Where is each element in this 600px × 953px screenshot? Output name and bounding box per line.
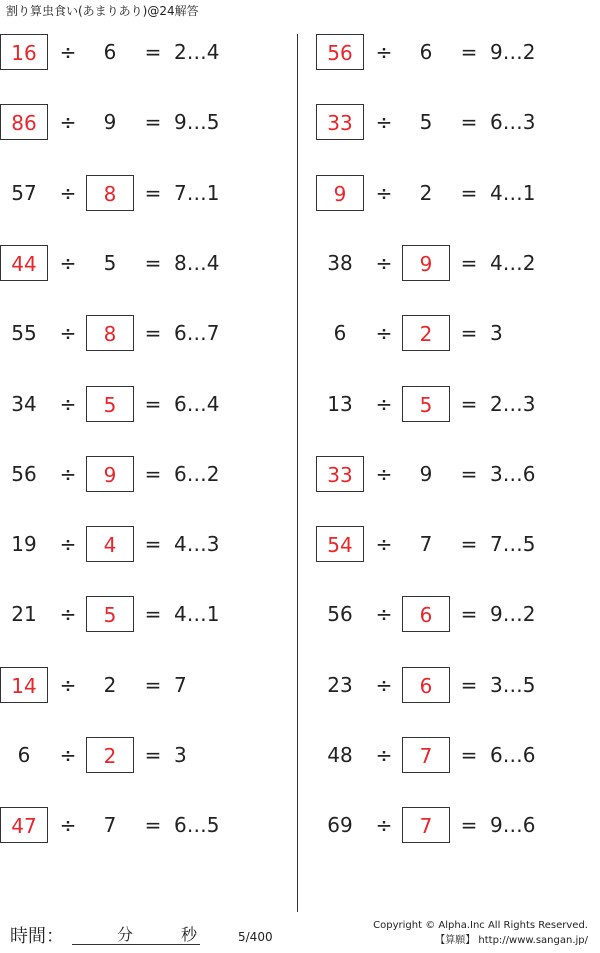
divide-sign: ÷	[59, 321, 77, 346]
divide-sign: ÷	[375, 321, 393, 346]
divide-sign: ÷	[375, 602, 393, 627]
dividend: 48	[327, 743, 353, 767]
answer-box-divisor: 2	[86, 737, 134, 773]
quotient-remainder: 8…4	[174, 250, 220, 275]
quotient-remainder: 7…5	[490, 532, 536, 557]
divide-sign: ÷	[375, 461, 393, 486]
problem-row	[0, 386, 290, 422]
answer-box-dividend: 86	[0, 104, 48, 140]
divide-sign: ÷	[59, 602, 77, 627]
equals-sign: =	[144, 250, 162, 275]
problem-row	[316, 667, 600, 703]
copyright-text: Copyright © Alpha.Inc All Rights Reserved.	[373, 920, 588, 931]
equals-sign: =	[460, 743, 478, 767]
copyright-block	[373, 918, 588, 948]
dividend: 57	[11, 180, 37, 205]
dividend: 21	[11, 602, 37, 627]
divisor: 9	[103, 110, 117, 135]
answer-box-dividend: 33	[316, 104, 364, 140]
quotient-remainder: 3…6	[490, 461, 536, 486]
divide-sign: ÷	[375, 180, 393, 205]
divide-sign: ÷	[375, 743, 393, 767]
dividend: 13	[327, 391, 353, 416]
dividend: 69	[327, 813, 353, 838]
equals-sign: =	[460, 813, 478, 838]
dividend: 19	[11, 532, 37, 557]
problem-row	[316, 386, 600, 422]
answer-box-dividend: 14	[0, 667, 48, 703]
divide-sign: ÷	[375, 391, 393, 416]
quotient-remainder: 6…5	[174, 813, 220, 838]
problem-row	[0, 737, 290, 773]
quotient-remainder: 4…2	[490, 250, 536, 275]
answer-box-divisor: 6	[402, 667, 450, 703]
equals-sign: =	[460, 250, 478, 275]
equals-sign: =	[144, 110, 162, 135]
equals-sign: =	[460, 180, 478, 205]
divide-sign: ÷	[375, 250, 393, 275]
divide-sign: ÷	[375, 40, 393, 64]
quotient-remainder: 4…3	[174, 532, 220, 557]
quotient-remainder: 2…3	[490, 391, 536, 416]
problem-row	[0, 456, 290, 492]
problem-row	[0, 104, 290, 140]
equals-sign: =	[144, 602, 162, 627]
problem-row	[316, 737, 600, 773]
equals-sign: =	[144, 391, 162, 416]
quotient-remainder: 3…5	[490, 672, 536, 697]
answer-box-dividend: 16	[0, 34, 48, 70]
quotient-remainder: 3	[490, 321, 503, 346]
equals-sign: =	[144, 532, 162, 557]
quotient-remainder: 3	[174, 743, 187, 767]
dividend: 55	[11, 321, 37, 346]
equals-sign: =	[460, 110, 478, 135]
equals-sign: =	[460, 672, 478, 697]
problem-row	[0, 807, 290, 843]
site-link[interactable]: 【算願】 http://www.sangan.jp/	[435, 935, 588, 946]
equals-sign: =	[144, 813, 162, 838]
divisor: 2	[419, 180, 433, 205]
quotient-remainder: 9…2	[490, 602, 536, 627]
column-divider	[297, 34, 298, 912]
answer-box-dividend: 9	[316, 175, 364, 211]
problem-row	[316, 526, 600, 562]
quotient-remainder: 9…5	[174, 110, 220, 135]
problem-row	[0, 175, 290, 211]
divide-sign: ÷	[59, 180, 77, 205]
dividend: 23	[327, 672, 353, 697]
divide-sign: ÷	[59, 461, 77, 486]
problem-row	[316, 596, 600, 632]
answer-box-divisor: 9	[86, 456, 134, 492]
divide-sign: ÷	[375, 110, 393, 135]
equals-sign: =	[460, 40, 478, 64]
problem-row	[0, 34, 290, 70]
right-problem-column	[316, 0, 600, 900]
answer-box-divisor: 5	[402, 386, 450, 422]
left-problem-column	[0, 0, 300, 900]
divide-sign: ÷	[59, 40, 77, 64]
divide-sign: ÷	[59, 391, 77, 416]
problem-row	[0, 596, 290, 632]
equals-sign: =	[460, 391, 478, 416]
answer-box-dividend: 44	[0, 245, 48, 281]
answer-box-divisor: 8	[86, 175, 134, 211]
divisor: 5	[419, 110, 433, 135]
divisor: 5	[103, 250, 117, 275]
divide-sign: ÷	[59, 110, 77, 135]
equals-sign: =	[460, 461, 478, 486]
quotient-remainder: 6…7	[174, 321, 220, 346]
answer-box-divisor: 4	[86, 526, 134, 562]
divisor: 9	[419, 461, 433, 486]
problem-row	[0, 315, 290, 351]
divide-sign: ÷	[59, 743, 77, 767]
divide-sign: ÷	[375, 532, 393, 557]
answer-box-dividend: 47	[0, 807, 48, 843]
equals-sign: =	[144, 461, 162, 486]
answer-box-dividend: 56	[316, 34, 364, 70]
page-number: 5/400	[238, 930, 273, 944]
problem-row	[0, 245, 290, 281]
quotient-remainder: 4…1	[174, 602, 220, 627]
divisor: 6	[103, 40, 117, 64]
quotient-remainder: 2…4	[174, 40, 220, 64]
answer-box-dividend: 33	[316, 456, 364, 492]
worksheet-title: 割り算虫食い(あまりあり)@24解答	[6, 4, 199, 18]
divide-sign: ÷	[59, 250, 77, 275]
answer-box-divisor: 7	[402, 807, 450, 843]
equals-sign: =	[460, 532, 478, 557]
dividend: 6	[17, 743, 31, 767]
problem-row	[0, 667, 290, 703]
answer-box-dividend: 54	[316, 526, 364, 562]
problem-row	[316, 245, 600, 281]
quotient-remainder: 7	[174, 672, 187, 697]
divisor: 7	[419, 532, 433, 557]
quotient-remainder: 6…6	[490, 743, 536, 767]
problem-row	[316, 104, 600, 140]
dividend: 6	[333, 321, 347, 346]
divisor: 2	[103, 672, 117, 697]
answer-box-divisor: 5	[86, 596, 134, 632]
divide-sign: ÷	[375, 813, 393, 838]
equals-sign: =	[460, 321, 478, 346]
dividend: 34	[11, 391, 37, 416]
problem-row	[0, 526, 290, 562]
equals-sign: =	[144, 40, 162, 64]
quotient-remainder: 4…1	[490, 180, 536, 205]
dividend: 56	[327, 602, 353, 627]
divide-sign: ÷	[59, 672, 77, 697]
equals-sign: =	[144, 180, 162, 205]
quotient-remainder: 9…6	[490, 813, 536, 838]
answer-box-divisor: 7	[402, 737, 450, 773]
problem-row	[316, 315, 600, 351]
quotient-remainder: 9…2	[490, 40, 536, 64]
time-label: 時間：	[10, 926, 64, 947]
dividend: 38	[327, 250, 353, 275]
dividend: 56	[11, 461, 37, 486]
problem-row	[316, 175, 600, 211]
equals-sign: =	[144, 743, 162, 767]
divide-sign: ÷	[375, 672, 393, 697]
quotient-remainder: 6…4	[174, 391, 220, 416]
equals-sign: =	[460, 602, 478, 627]
minutes-label: 分	[117, 925, 134, 944]
answer-box-divisor: 6	[402, 596, 450, 632]
seconds-label: 秒	[181, 925, 198, 944]
answer-box-divisor: 2	[402, 315, 450, 351]
quotient-remainder: 6…2	[174, 461, 220, 486]
quotient-remainder: 7…1	[174, 180, 220, 205]
divide-sign: ÷	[59, 532, 77, 557]
equals-sign: =	[144, 672, 162, 697]
quotient-remainder: 6…3	[490, 110, 536, 135]
answer-box-divisor: 9	[402, 245, 450, 281]
answer-box-divisor: 8	[86, 315, 134, 351]
answer-box-divisor: 5	[86, 386, 134, 422]
divide-sign: ÷	[59, 813, 77, 838]
problem-row	[316, 807, 600, 843]
problem-row	[316, 34, 600, 70]
divisor: 6	[419, 40, 433, 64]
equals-sign: =	[144, 321, 162, 346]
problem-row	[316, 456, 600, 492]
divisor: 7	[103, 813, 117, 838]
